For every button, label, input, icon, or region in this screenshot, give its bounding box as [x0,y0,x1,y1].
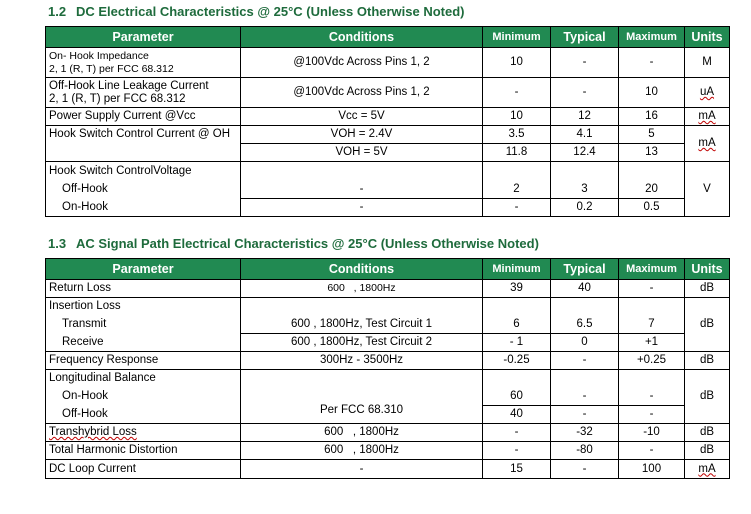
max-cell: +1 [619,334,685,352]
ac-characteristics-table [45,258,730,479]
min-cell: 60 [483,388,551,406]
typ-cell: 12 [551,108,619,126]
unit-text: mA [698,462,716,475]
header-conditions: Conditions [241,27,483,48]
header-units: Units [685,27,730,48]
max-cell [619,370,685,388]
min-cell: 11.8 [483,144,551,162]
min-cell: 39 [483,280,551,298]
unit-cell: dB [685,442,730,460]
param-cell: Hook Switch Control Current @ OH [46,126,241,162]
param-cell: Longitudinal Balance [46,370,241,388]
condition-cell: Vcc = 5V [241,108,483,126]
max-cell: 16 [619,108,685,126]
min-cell [483,298,551,316]
table-header-row [46,259,730,280]
table-row [46,48,730,78]
typ-cell: - [551,352,619,370]
header-maximum: Maximum [619,259,685,280]
max-cell: 7 [619,316,685,334]
min-cell: - [483,199,551,217]
min-cell: 10 [483,48,551,78]
min-cell: - [483,424,551,442]
condition-cell [241,162,483,181]
unit-cell: M [685,48,730,78]
unit-cell [685,460,730,479]
max-cell: 5 [619,126,685,144]
max-cell: - [619,388,685,406]
typ-cell: -80 [551,442,619,460]
min-cell: - [483,442,551,460]
condition-cell: 600 , 1800Hz [241,280,483,298]
param-cell: Frequency Response [46,352,241,370]
header-minimum: Minimum [483,259,551,280]
typ-cell: - [551,78,619,108]
max-cell: 13 [619,144,685,162]
typ-cell: 4.1 [551,126,619,144]
unit-text: uA [699,86,715,98]
table-row [46,298,730,316]
table-header-row [46,27,730,48]
typ-cell: - [551,460,619,479]
condition-cell: - [241,199,483,217]
table-row [46,316,730,334]
param-cell: Off-Hook [46,181,241,199]
header-typical: Typical [551,27,619,48]
unit-cell [685,126,730,162]
section-title-dc [48,4,465,19]
param-cell: Off-Hook [46,406,241,424]
min-cell: 40 [483,406,551,424]
min-cell: 10 [483,108,551,126]
unit-cell: dB [685,352,730,370]
section-title-text: AC Signal Path Electrical Characteristics @ 25°C (Unless Otherwise Noted) [76,236,539,251]
max-cell: - [619,406,685,424]
condition-cell: @100Vdc Across Pins 1, 2 [241,48,483,78]
section-number: 1.3 [48,236,67,251]
max-cell: 20 [619,181,685,199]
condition-cell: 600 , 1800Hz, Test Circuit 2 [241,334,483,352]
param-line: Off-Hook Line Leakage Current [49,79,209,92]
unit-cell [685,78,730,108]
param-line: 2, 1 (R, T) per FCC 68.312 [49,62,174,75]
param-cell [46,424,241,442]
header-minimum: Minimum [483,27,551,48]
min-cell: 3.5 [483,126,551,144]
table-row [46,334,730,352]
min-cell: -0.25 [483,352,551,370]
min-cell: - [483,78,551,108]
param-line: On- Hook Impedance [49,49,149,62]
table-row [46,78,730,108]
table-row [46,108,730,126]
table-row [46,162,730,181]
max-cell: 10 [619,78,685,108]
typ-cell: 40 [551,280,619,298]
max-cell: +0.25 [619,352,685,370]
section-number: 1.2 [48,4,67,19]
unit-text: mA [698,137,716,149]
typ-cell [551,370,619,388]
max-cell [619,298,685,316]
table-row [46,370,730,388]
typ-cell: - [551,388,619,406]
table-row [46,280,730,298]
param-cell: Transmit [46,316,241,334]
param-line: 2, 1 (R, T) per FCC 68.312 [49,92,186,105]
param-cell: Receive [46,334,241,352]
condition-cell: 300Hz - 3500Hz [241,352,483,370]
typ-cell: - [551,48,619,78]
typ-cell [551,298,619,316]
param-cell: DC Loop Current [46,460,241,479]
max-cell: -10 [619,424,685,442]
typ-cell: 3 [551,181,619,199]
condition-cell [241,298,483,316]
typ-cell: 12.4 [551,144,619,162]
header-parameter: Parameter [46,27,241,48]
param-cell: Total Harmonic Distortion [46,442,241,460]
min-cell: 6 [483,316,551,334]
param-cell [46,78,241,108]
condition-cell: 600 , 1800Hz [241,442,483,460]
condition-cell: VOH = 2.4V [241,126,483,144]
condition-cell: 600 , 1800Hz [241,424,483,442]
max-cell: 100 [619,460,685,479]
min-cell: - 1 [483,334,551,352]
min-cell [483,370,551,388]
condition-cell: 600 , 1800Hz, Test Circuit 1 [241,316,483,334]
max-cell: - [619,442,685,460]
condition-cell: Per FCC 68.310 [241,370,483,424]
typ-cell: 0.2 [551,199,619,217]
param-text: Transhybrid Loss [49,426,137,438]
param-cell: Hook Switch ControlVoltage [46,162,241,181]
param-cell: Power Supply Current @Vcc [46,108,241,126]
header-conditions: Conditions [241,259,483,280]
unit-cell [685,108,730,126]
unit-cell: dB [685,370,730,424]
typ-cell: - [551,406,619,424]
condition-cell: @100Vdc Across Pins 1, 2 [241,78,483,108]
unit-cell: V [685,162,730,217]
min-cell: 15 [483,460,551,479]
header-maximum: Maximum [619,27,685,48]
dc-characteristics-table [45,26,730,217]
header-parameter: Parameter [46,259,241,280]
min-cell [483,162,551,181]
max-cell: 0.5 [619,199,685,217]
unit-cell: dB [685,298,730,352]
condition-cell: VOH = 5V [241,144,483,162]
table-row [46,199,730,217]
param-cell [46,48,241,78]
unit-cell: dB [685,280,730,298]
param-cell: On-Hook [46,388,241,406]
section-title-ac [48,236,539,251]
condition-cell: - [241,181,483,199]
header-typical: Typical [551,259,619,280]
param-cell: Return Loss [46,280,241,298]
max-cell: - [619,280,685,298]
condition-cell: - [241,460,483,479]
typ-cell: -32 [551,424,619,442]
typ-cell: 6.5 [551,316,619,334]
table-row [46,460,730,479]
section-title-text: DC Electrical Characteristics @ 25°C (Unless Otherwise Noted) [76,4,465,19]
table-row [46,352,730,370]
table-row [46,424,730,442]
unit-cell: dB [685,424,730,442]
param-cell: On-Hook [46,199,241,217]
min-cell: 2 [483,181,551,199]
max-cell [619,162,685,181]
unit-text: mA [698,110,716,122]
table-row [46,442,730,460]
typ-cell: 0 [551,334,619,352]
table-row [46,181,730,199]
table-row [46,126,730,144]
typ-cell [551,162,619,181]
header-units: Units [685,259,730,280]
max-cell: - [619,48,685,78]
param-cell: Insertion Loss [46,298,241,316]
